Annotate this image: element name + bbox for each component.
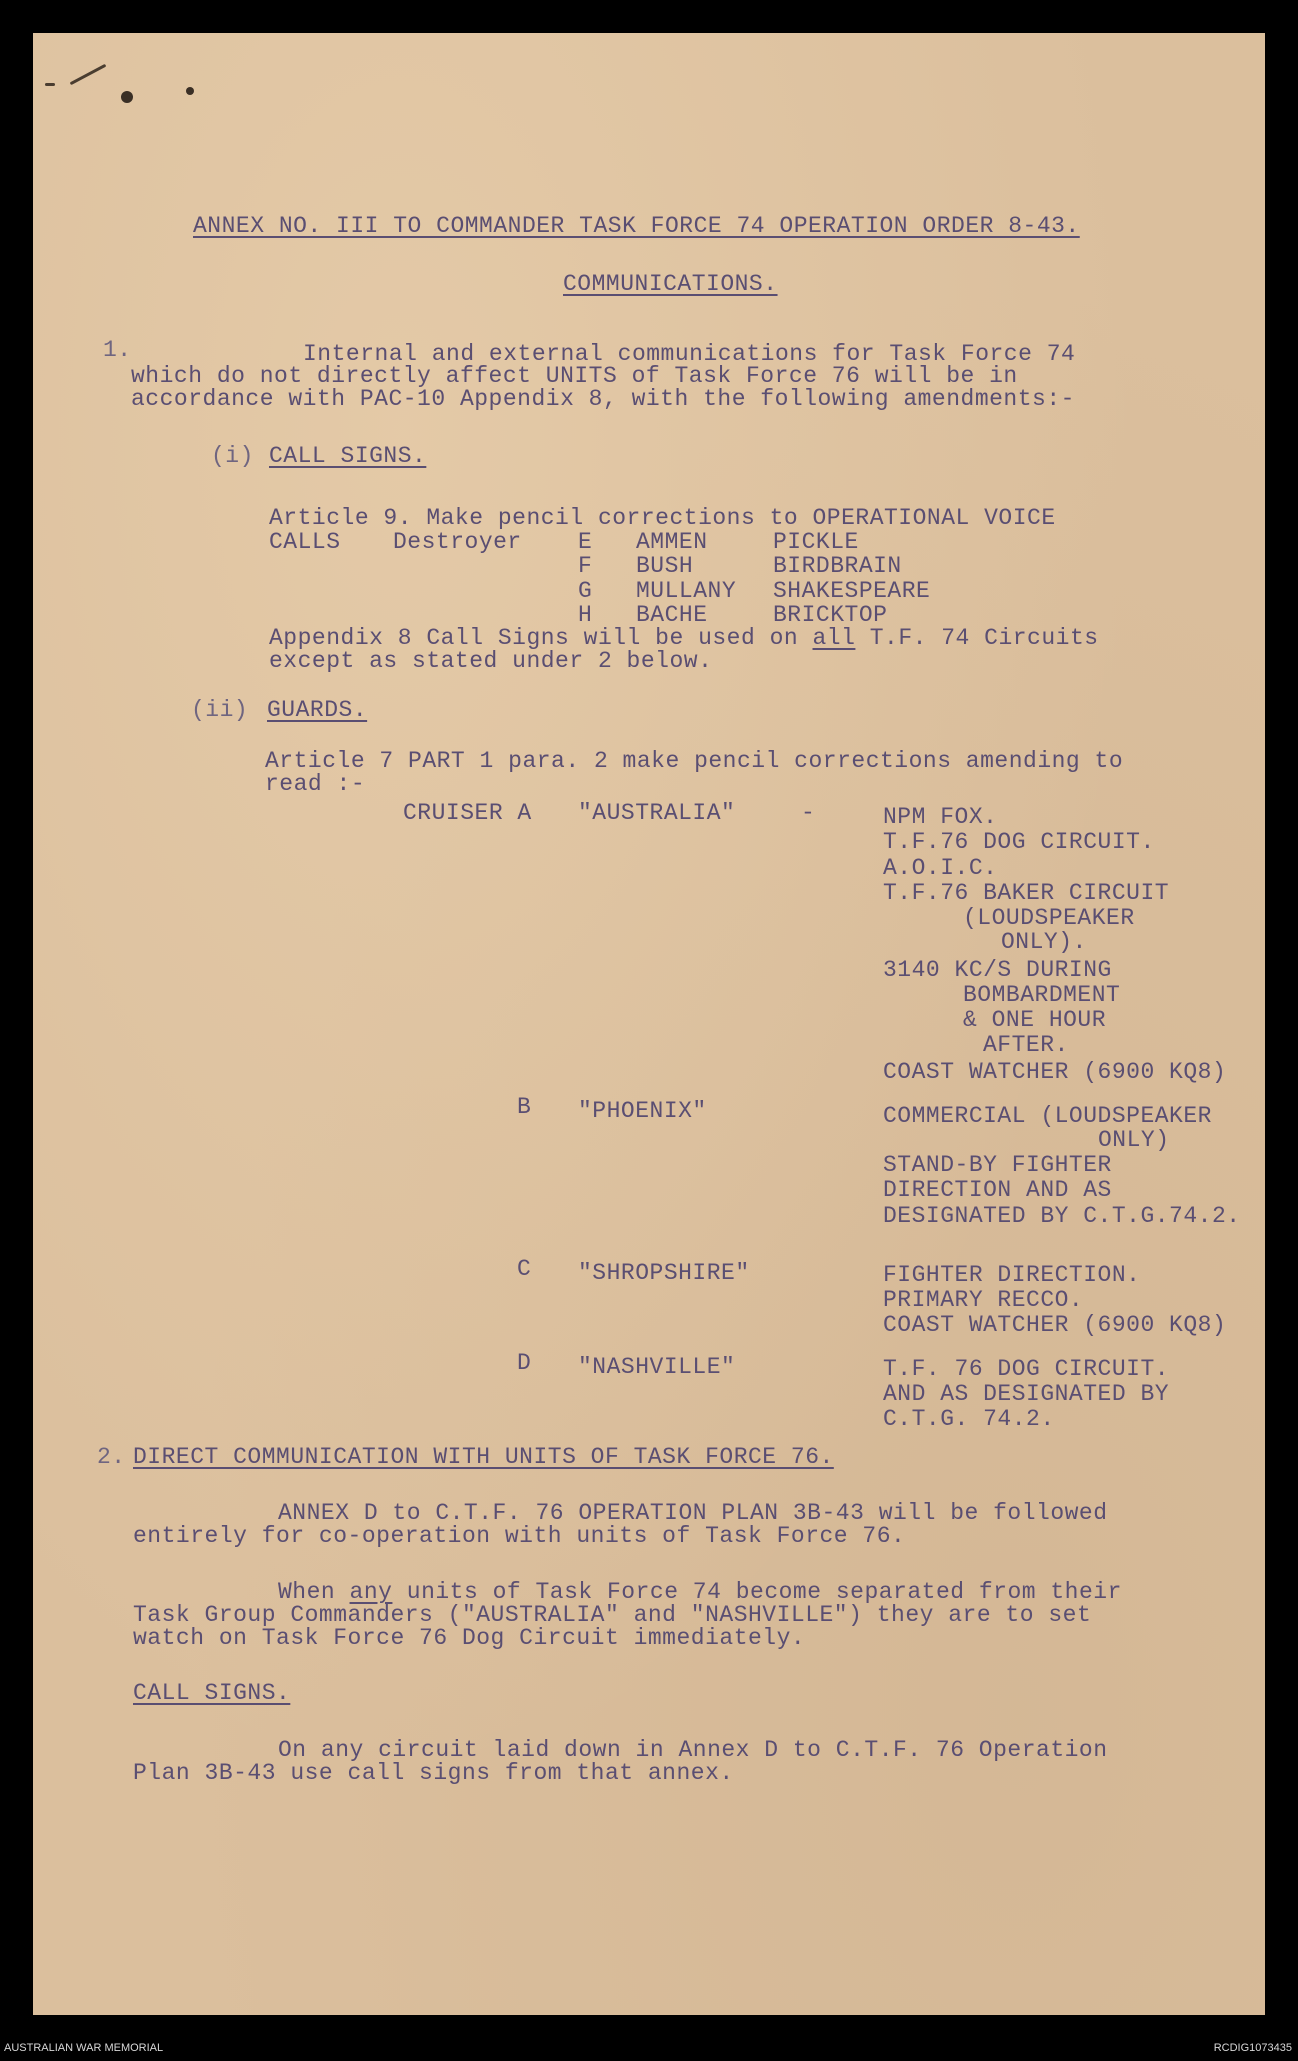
document-title: ANNEX NO. III TO COMMANDER TASK FORCE 74 OPERATION ORDER 8-43.: [193, 213, 1080, 239]
cruiser-c-name: "SHROPSHIRE": [578, 1260, 750, 1286]
para2-title: DIRECT COMMUNICATION WITH UNITS OF TASK FORCE 76.: [133, 1444, 834, 1470]
call-signs-title: CALL SIGNS.: [133, 1680, 291, 1706]
footer-id: RCDIG1073435: [1213, 2042, 1292, 2054]
destroyer-ship: AMMEN: [636, 529, 708, 555]
para1-line: Internal and external communications for Task Force 74: [303, 341, 1076, 367]
appendix8-line: except as stated under 2 below.: [269, 648, 713, 674]
guard-line: ONLY): [1098, 1127, 1170, 1153]
destroyer-call: BRICKTOP: [773, 602, 888, 628]
para2-line: Task Group Commanders ("AUSTRALIA" and "NASHVILLE") they are to set: [133, 1602, 1092, 1628]
section-ii-title: GUARDS.: [267, 697, 368, 723]
destroyer-letter: G: [578, 578, 593, 604]
guard-line: 3140 KC/S DURING: [883, 957, 1112, 983]
guard-line: (LOUDSPEAKER: [963, 905, 1135, 931]
guard-line: DESIGNATED BY C.T.G.74.2.: [883, 1203, 1241, 1229]
guard-line: AND AS DESIGNATED BY: [883, 1381, 1170, 1407]
cruiser-b-label: B: [517, 1094, 532, 1120]
section-i-title: CALL SIGNS.: [269, 443, 427, 469]
article9-calls: CALLS: [269, 529, 341, 555]
appendix8-text: T.F. 74 Circuits: [869, 625, 1099, 651]
article7-line: Article 7 PART 1 para. 2 make pencil corrections amending to: [265, 748, 1124, 774]
para2-line: entirely for co-operation with units of Task Force 76.: [133, 1523, 906, 1549]
guard-line: COMMERCIAL (LOUDSPEAKER: [883, 1103, 1212, 1129]
section-i-number: (i): [211, 443, 254, 469]
guard-line: T.F.76 DOG CIRCUIT.: [883, 829, 1155, 855]
para2-text: units of Task Force 74 become separated from their: [406, 1579, 1122, 1605]
para2-line: watch on Task Force 76 Dog Circuit immediately.: [133, 1625, 806, 1651]
punch-hole: [186, 87, 194, 95]
destroyer-ship: BACHE: [636, 602, 708, 628]
destroyer-call: BIRDBRAIN: [773, 553, 902, 579]
guard-line: T.F.76 BAKER CIRCUIT: [883, 880, 1170, 906]
guard-line: NPM FOX.: [883, 804, 998, 830]
document-page: [33, 33, 1265, 2015]
call-signs-line: Plan 3B-43 use call signs from that annex.: [133, 1760, 734, 1786]
para2-text: When: [278, 1579, 336, 1605]
destroyer-call: PICKLE: [773, 529, 859, 555]
para2-number: 2.: [97, 1444, 126, 1470]
guard-line: ONLY).: [1001, 929, 1087, 955]
destroyer-letter: F: [578, 553, 593, 579]
article9-line: Article 9. Make pencil corrections to OPERATIONAL VOICE: [269, 505, 1056, 531]
cruiser-a-dash: -: [801, 800, 816, 826]
section-ii-number: (ii): [191, 697, 249, 723]
guard-line: BOMBARDMENT: [963, 982, 1121, 1008]
para1-number: 1.: [103, 337, 132, 363]
para2-any: any: [349, 1579, 393, 1605]
cruiser-a-label: CRUISER A: [403, 800, 532, 826]
para1-line: which do not directly affect UNITS of Task Force 76 will be in: [131, 363, 1018, 389]
guard-line: & ONE HOUR: [963, 1007, 1107, 1033]
destroyer-letter: E: [578, 529, 593, 555]
guard-line: PRIMARY RECCO.: [883, 1287, 1084, 1313]
destroyer-letter: H: [578, 602, 593, 628]
para2-line: ANNEX D to C.T.F. 76 OPERATION PLAN 3B-43 will be followed: [278, 1500, 1108, 1526]
cruiser-d-label: D: [517, 1350, 532, 1376]
punch-hole: [121, 91, 133, 103]
cruiser-a-name: "AUSTRALIA": [578, 800, 736, 826]
call-signs-line: On any circuit laid down in Annex D to C.T.F. 76 Operation: [278, 1737, 1108, 1763]
document-subtitle: COMMUNICATIONS.: [563, 271, 778, 297]
destroyer-ship: MULLANY: [636, 578, 737, 604]
scratch-mark: [70, 64, 107, 85]
article9-destroyer: Destroyer: [393, 529, 522, 555]
guard-line: COAST WATCHER (6900 KQ8): [883, 1312, 1227, 1338]
appendix8-all: all: [812, 625, 856, 651]
cruiser-d-name: "NASHVILLE": [578, 1354, 736, 1380]
guard-line: COAST WATCHER (6900 KQ8): [883, 1059, 1227, 1085]
guard-line: C.T.G. 74.2.: [883, 1406, 1055, 1432]
footer-credit: AUSTRALIAN WAR MEMORIAL: [4, 2042, 164, 2054]
para1-line: accordance with PAC-10 Appendix 8, with the following amendments:-: [131, 386, 1075, 412]
guard-line: A.O.I.C.: [883, 855, 998, 881]
cruiser-c-label: C: [517, 1256, 532, 1282]
guard-line: FIGHTER DIRECTION.: [883, 1262, 1141, 1288]
article7-line: read :-: [265, 771, 366, 797]
destroyer-ship: BUSH: [636, 553, 694, 579]
scratch-mark: [45, 83, 55, 86]
cruiser-b-name: "PHOENIX": [578, 1098, 707, 1124]
destroyer-call: SHAKESPEARE: [773, 578, 931, 604]
guard-line: T.F. 76 DOG CIRCUIT.: [883, 1356, 1170, 1382]
guard-line: DIRECTION AND AS: [883, 1177, 1112, 1203]
guard-line: STAND-BY FIGHTER: [883, 1152, 1112, 1178]
guard-line: AFTER.: [983, 1032, 1069, 1058]
appendix8-text: Appendix 8 Call Signs will be used on: [269, 625, 799, 651]
